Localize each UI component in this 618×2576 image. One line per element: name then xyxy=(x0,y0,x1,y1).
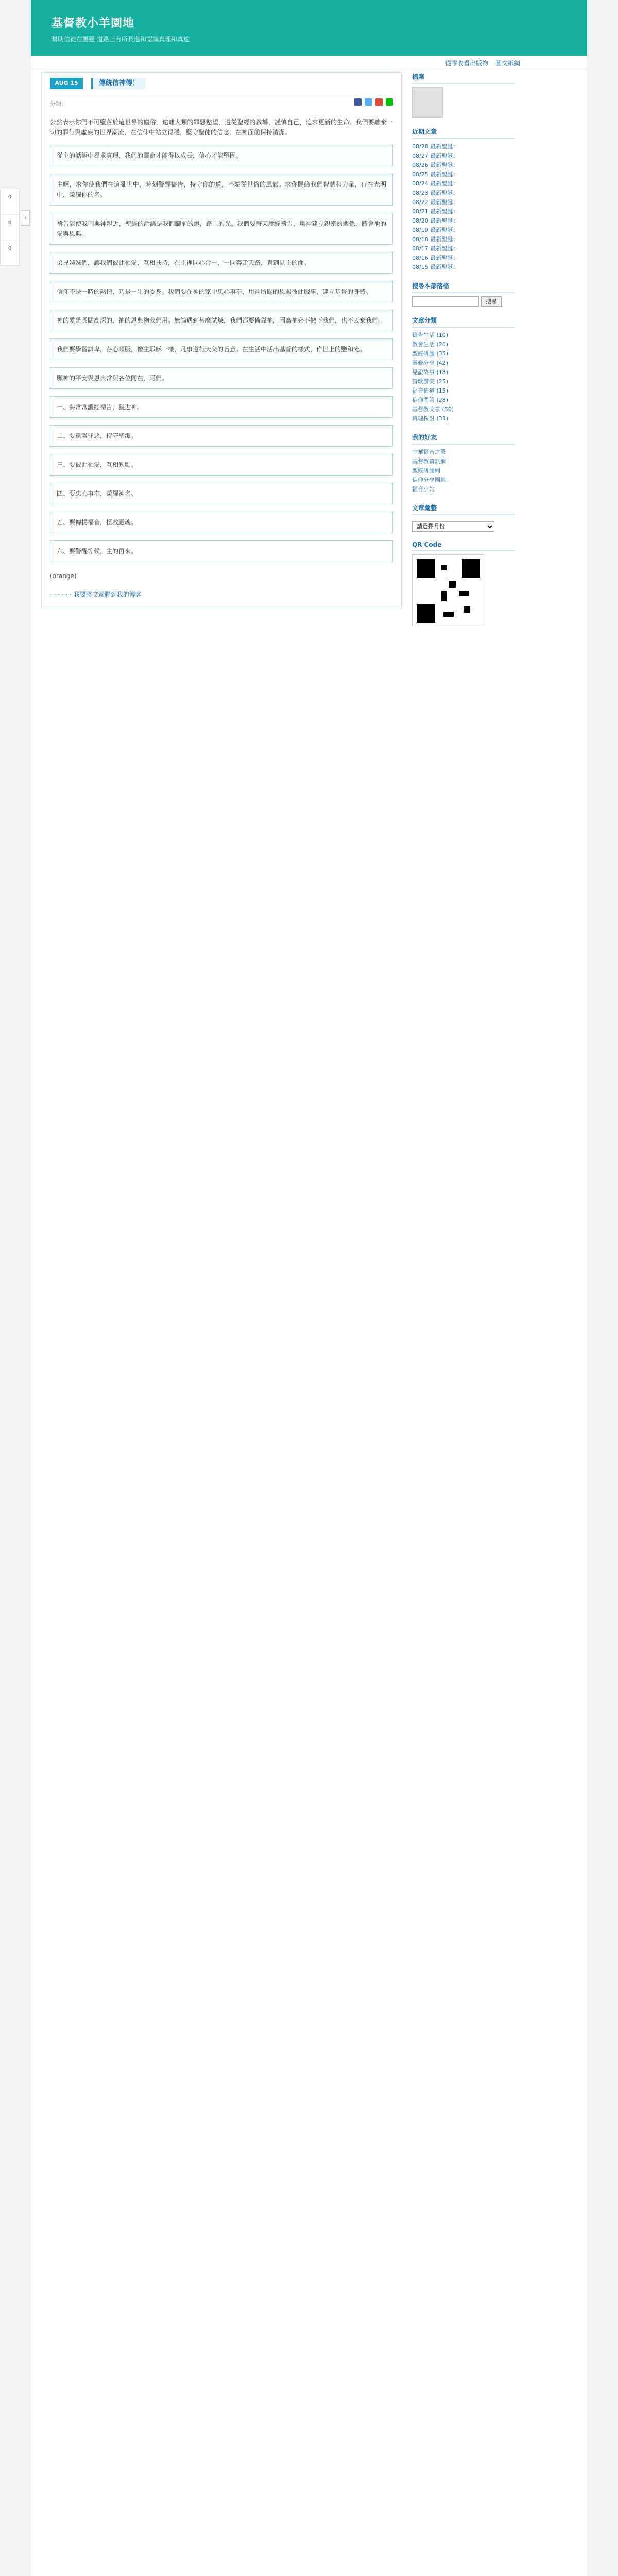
line-icon[interactable] xyxy=(386,98,393,106)
archive-select[interactable] xyxy=(412,521,494,532)
recent-item[interactable]: 08/21 最新聖誕： xyxy=(412,208,459,215)
page-root xyxy=(31,0,587,2576)
recent-item[interactable]: 08/15 最新聖誕： xyxy=(412,264,459,270)
post-paragraph-6: 神的愛是長闊高深的，祂的恩典夠我們用。無論遇到甚麼試煉，我們都要倚靠祂，因為祂必不撇下我們，也不丟棄我們。 xyxy=(50,310,393,331)
link-item[interactable]: 基督教資訊網 xyxy=(412,458,446,465)
note-2: 三、要彼此相愛，互相勉勵。 xyxy=(50,454,393,476)
category-item[interactable]: 見證故事 (18) xyxy=(412,369,449,376)
note-1: 二、要遠離罪惡，持守聖潔。 xyxy=(50,425,393,447)
search-box xyxy=(412,296,515,307)
post-paragraph-0: 公然表示你們不可墮落於這世界的塵俗，遠離人類的罪惡慾望，遵從聖經的教導，謹慎自己，追求更新的生命。我們要離棄一切的罪行與虛妄的世界潮流，在信仰中站立得穩，堅守聖徒的信念，在神面前保持清潔。 xyxy=(50,118,393,136)
post-paragraph-8: 願神的平安與恩典常與各位同在，阿們。 xyxy=(50,367,393,389)
blog-title[interactable]: 基督教小羊園地 xyxy=(52,17,135,30)
nav-item-0[interactable]: 從零收看出版物 xyxy=(445,60,489,67)
post-title[interactable]: 傳統信神傳！ xyxy=(91,78,145,89)
profile-heading: 檔案 xyxy=(412,72,515,84)
facebook-icon[interactable] xyxy=(354,98,362,106)
category-item[interactable]: 教會生活 (20) xyxy=(412,341,449,348)
archive-section xyxy=(412,503,515,532)
post-category-label: 分類： xyxy=(50,100,67,107)
link-item[interactable]: 聖經研讀網 xyxy=(412,467,440,474)
link-item[interactable]: 中華福音之聲 xyxy=(412,449,446,455)
blog-description: 幫助信徒在屬靈 道路上有所長進和認識真理和真道 xyxy=(52,36,190,43)
collapse-arrow-icon[interactable]: ‹ xyxy=(21,210,30,226)
category-item[interactable]: 詩歌讚美 (25) xyxy=(412,378,449,385)
post-date-badge: AUG 15 xyxy=(50,78,83,89)
post-paragraph-5: 信仰不是一時的熱情，乃是一生的委身。我們要在神的家中忠心事奉，用神所賜的恩賜彼此服事，建立基督的身體。 xyxy=(50,281,393,302)
post-header xyxy=(50,73,393,95)
category-item[interactable]: 靈修分享 (42) xyxy=(412,360,449,366)
post xyxy=(41,72,402,609)
recent-item[interactable]: 08/20 最新聖誕： xyxy=(412,217,459,224)
post-paragraph-7: 我們要學習謙卑，存心順服，像主耶穌一樣，凡事遵行天父的旨意。在生活中活出基督的樣式，作世上的鹽和光。 xyxy=(50,338,393,360)
share-bar xyxy=(353,98,393,106)
recent-item[interactable]: 08/17 最新聖誕： xyxy=(412,245,459,252)
link-item[interactable]: 福音小站 xyxy=(412,486,435,493)
profile-section xyxy=(412,72,515,118)
post-paragraph-3: 禱告能使我們與神親近，聖經的話語是我們腳前的燈，路上的光。我們要每天讀經禱告，與神建立親密的關係，體會祂的愛與恩典。 xyxy=(50,213,393,245)
recent-item[interactable]: 08/23 最新聖誕： xyxy=(412,190,459,196)
archive-heading: 文章彙整 xyxy=(412,503,515,515)
category-item[interactable]: 真理探討 (33) xyxy=(412,415,449,422)
recent-item[interactable]: 08/16 最新聖誕： xyxy=(412,255,459,261)
category-item[interactable]: 福音佈道 (15) xyxy=(412,387,449,394)
post-meta xyxy=(50,95,393,110)
search-heading: 搜尋本部落格 xyxy=(412,281,515,293)
category-item[interactable]: 聖經研讀 (35) xyxy=(412,350,449,357)
category-item[interactable]: 信仰問答 (28) xyxy=(412,397,449,403)
categories-section xyxy=(412,316,515,423)
top-nav xyxy=(31,56,587,69)
recent-item[interactable]: 08/27 最新聖誕： xyxy=(412,152,459,159)
blog-header xyxy=(31,0,587,56)
nav-item-1[interactable]: 圖文紙網 xyxy=(495,60,520,67)
category-item[interactable]: 禱告生活 (10) xyxy=(412,332,449,338)
qr-section xyxy=(412,541,515,626)
recent-item[interactable]: 08/18 最新聖誕： xyxy=(412,236,459,243)
recent-item[interactable]: 08/25 最新聖誕： xyxy=(412,171,459,178)
header-inner xyxy=(52,14,190,43)
link-item[interactable]: 信仰分享園地 xyxy=(412,477,446,483)
recent-item[interactable]: 08/28 最新聖誕： xyxy=(412,143,459,150)
post-footer: (orange) xyxy=(50,572,77,580)
main-content xyxy=(41,72,402,609)
note-5: 六、要警醒等候，主的再來。 xyxy=(50,540,393,562)
qr-code-icon xyxy=(412,554,484,626)
recent-item[interactable]: 08/19 最新聖誕： xyxy=(412,227,459,233)
left-widget-item[interactable]: 0 xyxy=(1,189,19,215)
left-widget-item[interactable]: 0 xyxy=(1,215,19,241)
category-item[interactable]: 基督教文章 (50) xyxy=(412,406,454,413)
note-0: 一、要常常讀經禱告，親近神。 xyxy=(50,396,393,418)
post-paragraph-1: 從主的話語中尋求真理，我們的靈命才能得以成長，信心才能堅固。 xyxy=(50,145,393,166)
recent-item[interactable]: 08/26 最新聖誕： xyxy=(412,162,459,168)
nav-links xyxy=(440,59,520,67)
bottom-link[interactable]: · · · · · · 我要將文章聯到我的博客 xyxy=(50,591,142,598)
recent-section xyxy=(412,127,515,272)
links-heading: 我的好友 xyxy=(412,433,515,445)
left-side-widget xyxy=(0,189,20,266)
twitter-icon[interactable] xyxy=(365,98,372,106)
recent-item[interactable]: 08/22 最新聖誕： xyxy=(412,199,459,206)
search-input[interactable] xyxy=(412,296,479,307)
search-section xyxy=(412,281,515,307)
recent-heading: 近期文章 xyxy=(412,127,515,139)
categories-heading: 文章分類 xyxy=(412,316,515,328)
post-paragraph-2: 主啊，求你使我們在這亂世中，時刻警醒禱告，持守你的道，不隨從世俗的風氣。求你賜給我們智慧和力量，行在光明中，榮耀你的名。 xyxy=(50,174,393,206)
sidebar xyxy=(412,72,515,636)
plurk-icon[interactable] xyxy=(375,98,383,106)
links-section xyxy=(412,433,515,494)
note-3: 四、要忠心事奉，榮耀神名。 xyxy=(50,483,393,504)
post-paragraph-4: 弟兄姊妹們，讓我們彼此相愛，互相扶持，在主裡同心合一，一同奔走天路，直到見主的面。 xyxy=(50,252,393,274)
avatar[interactable] xyxy=(412,87,443,118)
left-widget-item[interactable]: 0 xyxy=(1,241,19,266)
qr-heading: QR Code xyxy=(412,541,515,551)
note-4: 五、要傳揚福音，拯救靈魂。 xyxy=(50,512,393,533)
search-button[interactable]: 搜尋 xyxy=(481,296,502,307)
recent-item[interactable]: 08/24 最新聖誕： xyxy=(412,180,459,187)
